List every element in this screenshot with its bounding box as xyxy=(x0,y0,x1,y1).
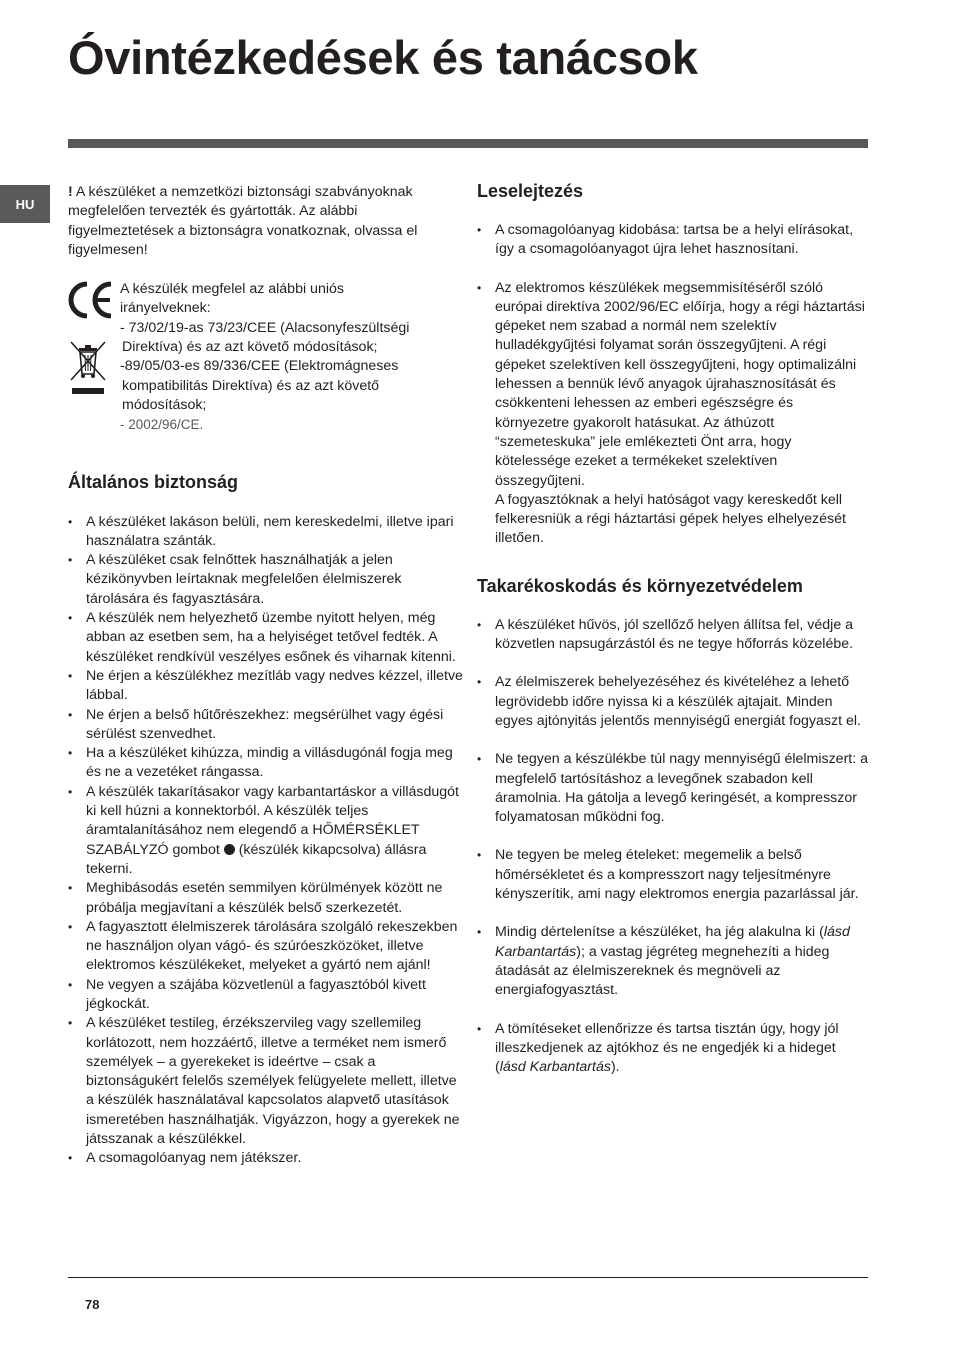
disposal-heading: Leselejtezés xyxy=(477,181,584,201)
saving-heading: Takarékoskodás és környezetvédelem xyxy=(477,575,803,596)
ce-line: kompatibilitás Direktíva) és az azt követő xyxy=(122,377,380,394)
intro-paragraph xyxy=(68,183,464,260)
general-safety-list xyxy=(68,513,464,1169)
list-item: • Ne vegyen a szájába közvetlenül a fagyasztóból kivett jégkockát. xyxy=(68,976,464,1015)
header-rule xyxy=(68,139,868,148)
list-item xyxy=(68,783,464,879)
disposal-list xyxy=(477,221,869,549)
language-tab: HU xyxy=(0,185,50,223)
list-item: • A készüléket testileg, érzékszervileg vagy szellemileg korlátozott, nem hozzáértő, illetve a terméket nem ismerő személyek – a gyerekeket is ideértve – csak a biztonságukért felelős személyek felügyelete mellett, illetve a készülék használatával kapcsolatos alapvető utasítások ismeretében használhatják. Vigyázzon, hogy a gyerekek ne játsszanak a készülékkel. xyxy=(68,1014,464,1149)
list-item: • Meghibásodás esetén semmilyen körülmények között ne próbálja megjavítani a készülék belső szerkezetét. xyxy=(68,879,464,918)
cross-reference: lásd Karbantartás xyxy=(499,1059,611,1076)
list-item: • A készüléket lakáson belüli, nem kereskedelmi, illetve ipari használatra szánták. xyxy=(68,513,464,552)
cross-reference: lásd Karbantartás xyxy=(495,924,850,960)
ce-line: irányelveknek: xyxy=(120,300,211,317)
list-item-text: A fogyasztóknak a helyi hatóságot vagy kereskedőt kell felkeresniük a régi háztartási gépek helyes elhelyezését illetően. xyxy=(495,491,846,547)
list-item: • A készüléket hűvös, jól szellőző helyen állítsa fel, védje a közvetlen napsugárzástól és ne tegye hőforrás közelébe. xyxy=(477,616,869,655)
left-column xyxy=(68,183,464,1169)
list-item: • A készülék nem helyezhető üzembe nyitott helyen, még abban az esetben sem, ha a helyiséget tetővel fedték. A készüléket rendkívül veszélyes esőnek és viharnak kitenni. xyxy=(68,609,464,667)
list-item: • Ne tegyen be meleg ételeket: megemelik a belső hőmérsékletet és a kompresszort nagy teljesítményre kényszerítik, ami nagy elektromos energia pazarlással jár. xyxy=(477,846,869,904)
ce-mark-icon xyxy=(68,280,114,320)
general-safety-heading: Általános biztonság xyxy=(68,471,239,492)
list-item-text: A tömítéseket ellenőrizze és tartsa tisztán úgy, hogy jól illeszkedjenek az ajtókhoz és ne engedjék ki a hideget ( xyxy=(495,1020,839,1076)
ce-compliance-block xyxy=(68,280,464,434)
list-item: • Ha a készüléket kihúzza, mindig a villásdugónál fogja meg és ne a vezetéket rángassa. xyxy=(68,744,464,783)
list-item-text: Mindig dértelenítse a készüléket, ha jég alakulna ki ( xyxy=(495,924,824,941)
list-item: • Ne tegyen a készülékbe túl nagy mennyiségű élelmiszert: a megfelelő tartósításhoz a levegőnek szabadon kell áramolnia. Ha gátolja a levegő keringését, a kompresszor folyamatosan működni fog. xyxy=(477,750,869,827)
list-item: • Ne érjen a belső hűtőrészekhez: megsérülhet vagy égési sérülést szenvedhet. xyxy=(68,706,464,745)
ce-line: módosítások; xyxy=(122,396,207,413)
ce-line: -89/05/03-es 89/336/CEE (Elektromágneses xyxy=(120,358,399,375)
list-item: • A készüléket csak felnőttek használhatják a jelen kézikönyvben leírtaknak megfelelően élelmiszerek tárolására és fagyasztására. xyxy=(68,551,464,609)
ce-line: A készülék megfelel az alábbi uniós xyxy=(120,281,344,298)
list-item: • A csomagolóanyag nem játékszer. xyxy=(68,1149,464,1168)
list-item xyxy=(477,923,869,1000)
crossed-bin-icon xyxy=(68,338,108,400)
footer-rule xyxy=(68,1277,868,1278)
page-number: 78 xyxy=(85,1297,100,1312)
off-position-dot-icon xyxy=(224,844,235,855)
right-column xyxy=(477,180,869,1096)
compliance-icons xyxy=(68,280,120,434)
list-item-text: A készülék takarításakor vagy karbantartáskor a villásdugót ki kell húzni a konnektorból. A készülék teljes áramtalanításához nem elegendő a HŐMÉRSÉKLET SZABÁLYZÓ gombot xyxy=(86,783,460,858)
page-title: Óvintézkedések és tanácsok xyxy=(68,31,698,84)
list-item-text: ). xyxy=(610,1059,620,1076)
list-item: • Az élelmiszerek behelyezéséhez és kivételéhez a lehető legrövidebb időre nyissa ki a készülék ajtajait. Minden egyes ajtónyitás jelentős mennyiségű energiát fogyaszt el. xyxy=(477,673,869,731)
ce-line: - 73/02/19-as 73/23/CEE (Alacsonyfeszültségi xyxy=(120,319,410,336)
ce-line: Direktíva) és az azt követő módosítások; xyxy=(122,339,378,356)
saving-list xyxy=(477,616,869,1078)
list-item-text: Az elektromos készülékek megsemmisítéséről szóló európai direktíva 2002/96/EC előírja, hogy a régi háztartási gépeket nem szabad a normál nem szelektív hulladékgyűjtési folyamat során összegyűjteni. A régi gépeket szelektíven kell összegyűjteni, hogy optimalizálni lehessen a bennük lévő anyagok újrahasznosítását és csökkenteni lehessen az emberi egészségre és környezetre gyakorolt hatásukat. Az áthúzott “szemeteskuka” jele emlékezteti Önt arra, hogy kötelessége ezeket a termékeket szelektíven összegyűjteni. xyxy=(495,279,865,489)
list-item: • A fagyasztott élelmiszerek tárolására szolgáló rekeszekben ne használjon olyan vágó- és szúróeszközöket, illetve elektromos készülékeket, melyeket a gyártó nem ajánl! xyxy=(68,918,464,976)
list-item-text: ); a vastag jégréteg megnehezíti a hideg átadását az élelmiszereknek és megnöveli az energiafogyasztást. xyxy=(495,943,830,999)
list-item xyxy=(477,279,869,549)
list-item-text: (készülék kikapcsolva) állásra tekerni. xyxy=(86,841,427,877)
ce-line: - 2002/96/CE. xyxy=(120,417,204,433)
intro-text: A készüléket a nemzetközi biztonsági szabványoknak megfelelően tervezték és gyártották. Az alábbi figyelmeztetések a biztonságra vonatkoznak, olvassa el figyelmesen! xyxy=(68,184,418,258)
list-item xyxy=(477,1020,869,1078)
list-item: • Ne érjen a készülékhez mezítláb vagy nedves kézzel, illetve lábbal. xyxy=(68,667,464,706)
list-item: • A csomagolóanyag kidobása: tartsa be a helyi elírásokat, így a csomagolóanyagot újra lehet hasznosítani. xyxy=(477,221,869,260)
ce-text xyxy=(120,280,464,434)
warning-mark: ! xyxy=(68,184,73,200)
